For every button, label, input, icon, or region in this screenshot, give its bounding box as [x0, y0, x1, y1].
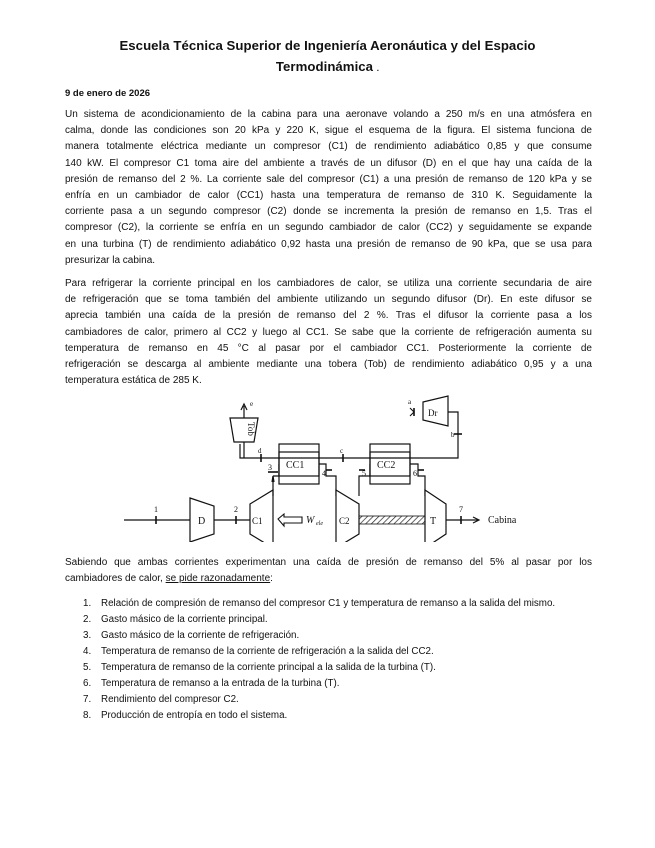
question-number: 4.	[83, 646, 92, 657]
label-tob: Tob	[246, 422, 256, 436]
questions-list	[83, 596, 595, 724]
question-number: 7.	[83, 694, 92, 705]
question-text: Rendimiento del compresor C2.	[101, 694, 239, 705]
cooling-description	[65, 276, 592, 389]
question-number: 2.	[83, 614, 92, 625]
question-number: 8.	[83, 710, 92, 721]
question-item	[83, 692, 595, 708]
label-c2: C2	[339, 516, 350, 526]
statement-line: presurizar la cabina.	[65, 254, 156, 266]
course-title-text: Termodinámica	[275, 59, 374, 74]
question-item	[83, 708, 595, 724]
flow-line-3b	[273, 464, 279, 476]
station-b: b	[451, 431, 455, 439]
system-schematic	[118, 392, 548, 542]
question-item	[83, 644, 595, 660]
statement-line: 140 kW. El compresor C1 toma aire del ambiente a través de un difusor (D) en el que hay una caída de la	[65, 157, 592, 169]
question-item	[83, 676, 595, 692]
label-t: T	[430, 516, 437, 527]
statement-line: corriente pasa a un segundo compresor (C2) donde se incrementa la presión de remanso en 1,5. Tras el	[65, 206, 592, 218]
question-item	[83, 628, 595, 644]
cooling-line: temperatura estática de 285 K.	[65, 375, 202, 387]
station-1: 1	[154, 505, 158, 514]
problem-statement	[65, 107, 592, 269]
station-2: 2	[234, 505, 238, 514]
question-text: Temperatura de remanso a la entrada de la turbina (T).	[101, 678, 340, 689]
cooling-line: temperatura de remanso en 45 °C al pasar por el cambiador CC1. Posteriormente la corriente de	[65, 342, 592, 354]
intro-line-2-text: cambiadores de calor,	[65, 573, 166, 585]
cooling-line: refrigeración se descarga al ambiente mediante una tobera (Tob) de rendimiento adiabático 0,95 y a una	[65, 359, 592, 371]
station-5: 5	[362, 469, 366, 478]
label-cabina: Cabina	[488, 515, 517, 526]
question-text: Producción de entropía en todo el sistema.	[101, 710, 288, 721]
station-3: 3	[268, 463, 272, 472]
station-6: 6	[413, 469, 417, 478]
question-number: 5.	[83, 662, 92, 673]
power-input-arrow	[278, 514, 302, 526]
label-power: W	[306, 515, 315, 526]
requirements-intro	[65, 555, 592, 587]
cooling-line: Para refrigerar la corriente principal en los cambiadores de calor, se utiliza una corriente secundaria de aire	[65, 278, 592, 289]
question-item	[83, 596, 595, 612]
station-d: d	[258, 447, 262, 455]
statement-line: manera totalmente eléctrica mediante un compresor (C1) de rendimiento adiabático 0,85 y que consume	[65, 141, 592, 153]
station-c: c	[340, 447, 344, 455]
label-cc1: CC1	[286, 460, 305, 471]
statement-line: enfría en un cambiador de calor (CC1) hasta una temperatura de remanso de 310 K. Seguidamente la	[65, 190, 592, 202]
label-dr: Dr	[428, 408, 438, 418]
statement-line: en una turbina (T) de rendimiento adiabático 0,92 hasta una presión de remanso de 90 kPa, que se usa para	[65, 238, 592, 250]
question-item	[83, 612, 595, 628]
emphasis-text: se pide razonadamente	[165, 573, 271, 585]
station-e: e	[250, 400, 254, 408]
cooling-line: cambiadores de calor, primero al CC2 y luego al CC1. Se sabe que la corriente de refrigeración aumenta su	[65, 326, 592, 338]
statement-line: Un sistema de acondicionamiento de la cabina para una aeronave volando a 250 m/s en una atmósfera en	[65, 109, 592, 120]
label-power-sub: ele	[316, 521, 323, 527]
intro-line-1: Sabiendo que ambas corrientes experimentan una caída de presión de remanso del 5% al pasar por los	[65, 557, 592, 568]
question-number: 3.	[83, 630, 92, 641]
question-text: Relación de compresión de remanso del compresor C1 y temperatura de remanso a la salida del mismo.	[101, 598, 556, 609]
statement-line: calma, donde las condiciones son 20 kPa y 220 K, sigue el esquema de la figura. El sistema funciona de	[65, 125, 592, 137]
cooling-line	[240, 438, 458, 458]
station-a: a	[408, 398, 412, 406]
course-title: Termodinámica .	[275, 59, 380, 74]
question-text: Gasto másico de la corriente principal.	[101, 614, 268, 625]
document-title: Escuela Técnica Superior de Ingeniería Aeronáutica y del Espacio	[119, 38, 536, 53]
question-item	[83, 660, 595, 676]
label-cc2: CC2	[377, 460, 396, 471]
question-text: Gasto másico de la corriente de refrigeración.	[101, 630, 300, 641]
station-7: 7	[459, 505, 463, 514]
label-d: D	[198, 516, 206, 527]
cooling-line: aprecia también una caída de la presión de remanso del 2 %. Tras el difusor la corriente pasa a los	[65, 310, 592, 322]
shaft	[359, 516, 425, 524]
intro-line-2	[65, 571, 592, 587]
question-number: 1.	[83, 598, 92, 609]
label-c1: C1	[252, 516, 263, 526]
statement-line: compresor (C2), la corriente se enfría en un segundo cambiador de calor (CC2) y seguidamente se expande	[65, 222, 592, 234]
exam-date: 9 de enero de 2026	[65, 88, 151, 99]
question-text: Temperatura de remanso de la corriente principal a la salida de la turbina (T).	[101, 662, 436, 673]
question-number: 6.	[83, 678, 92, 689]
intro-tail: :	[270, 573, 273, 585]
statement-line: presión de remanso del 2 %. La corriente sale del compresor (C1) a una presión de remanso de 120 kPa y se	[65, 173, 592, 185]
cooling-line: de refrigeración que se toma también del ambiente utilizando un segundo difusor (Dr). En este difusor se	[65, 294, 592, 306]
station-4: 4	[322, 469, 326, 478]
question-text: Temperatura de remanso de la corriente de refrigeración a la salida del CC2.	[101, 646, 434, 657]
